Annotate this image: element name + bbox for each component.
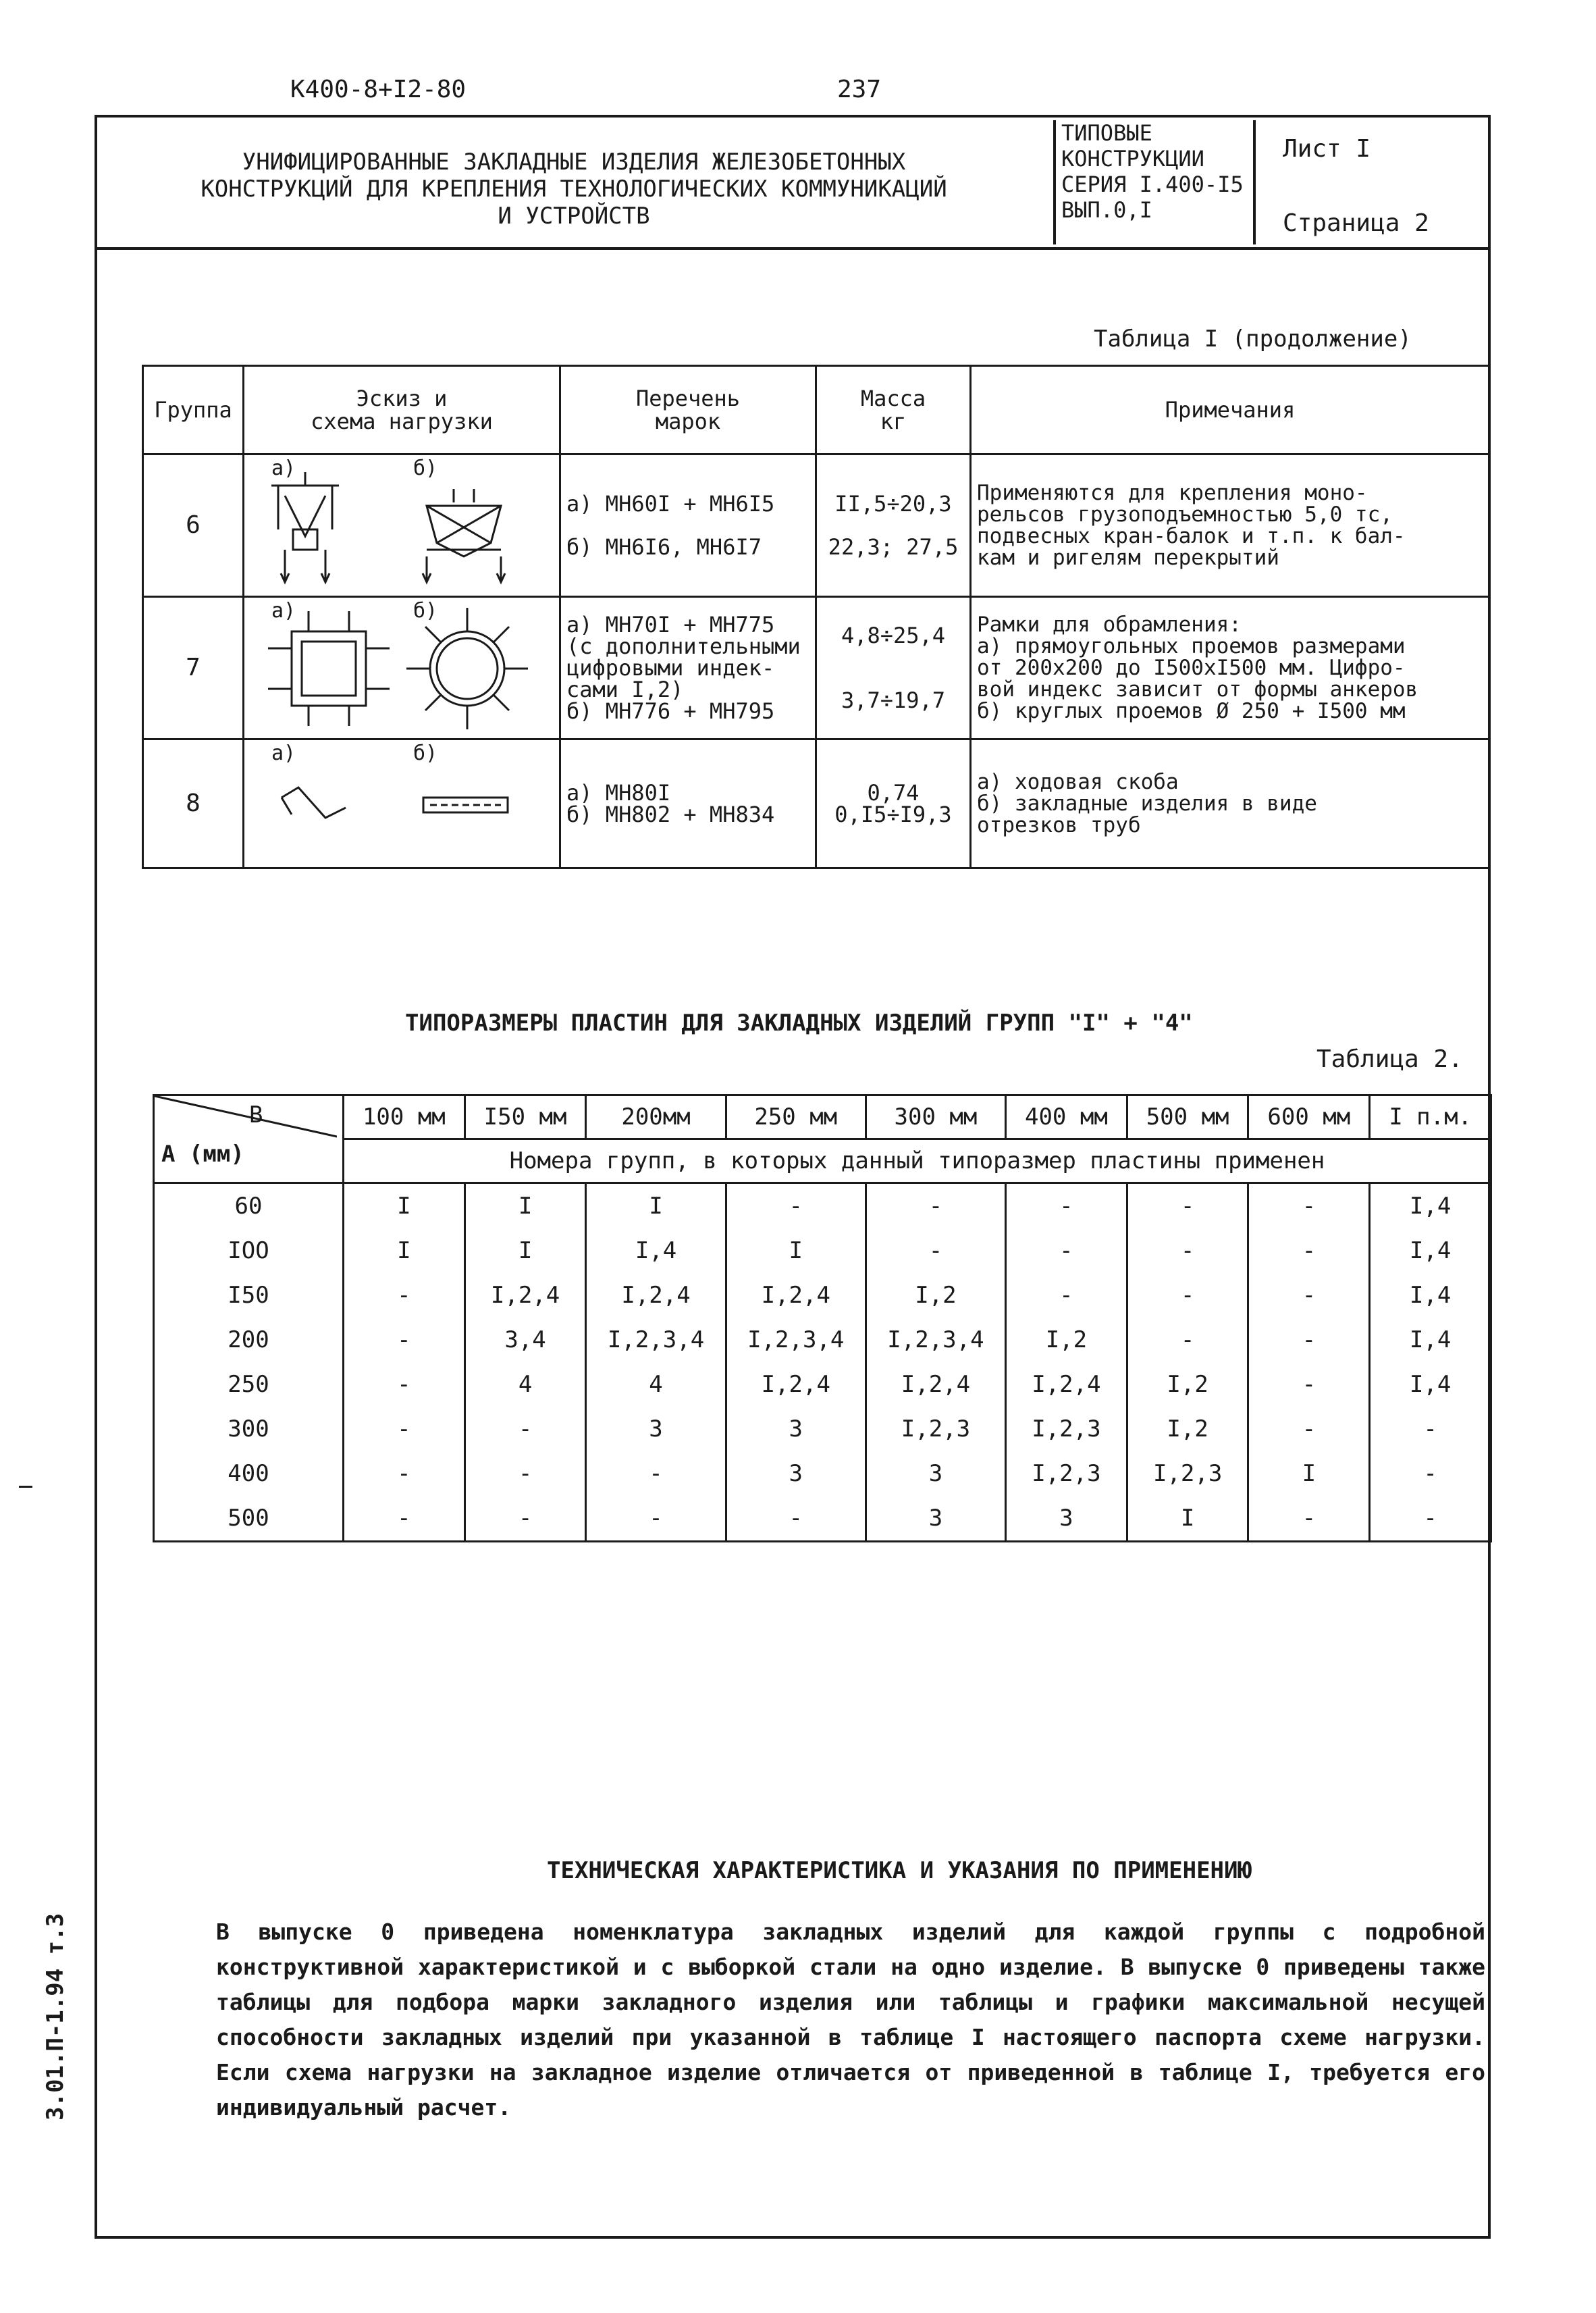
section-heading: ТЕХНИЧЕСКАЯ ХАРАКТЕРИСТИКА И УКАЗАНИЯ ПО ПРИМЕНЕНИЮ: [547, 1857, 1252, 1884]
sketch-label-a: а): [271, 742, 296, 765]
table-cell: -: [1248, 1228, 1370, 1273]
table-cell: -: [464, 1496, 586, 1542]
table-cell: I,2,4: [726, 1273, 866, 1318]
row-dimension-a: 60: [154, 1183, 344, 1229]
col-header: 500 мм: [1127, 1095, 1248, 1139]
marks-list: а) МН70I + МН775 (с дополнительными цифровыми индек- сами I,2) б) МН776 + МН795: [560, 597, 816, 739]
col-header: 400 мм: [1006, 1095, 1127, 1139]
table-cell: 3: [866, 1451, 1005, 1496]
table-cell: -: [344, 1318, 465, 1362]
document-title: УНИФИЦИРОВАННЫЕ ЗАКЛАДНЫЕ ИЗДЕЛИЯ ЖЕЛЕЗОБЕТОННЫХ КОНСТРУКЦИЙ ДЛЯ КРЕПЛЕНИЯ ТЕХНОЛОГИЧЕСКИХ КОММУНИКАЦИЙ И УСТРОЙСТВ: [201, 149, 947, 230]
table-row: [154, 1407, 1491, 1451]
sketch-label-b: б): [413, 742, 438, 765]
subheader: Номера групп, в которых данный типоразмер пластины применен: [344, 1139, 1491, 1183]
table2-subheader-row: [154, 1139, 1491, 1183]
table-cell: -: [344, 1451, 465, 1496]
table-cell: -: [586, 1451, 726, 1496]
table-cell: 3: [1006, 1496, 1127, 1542]
table-cell: 3,4: [464, 1318, 586, 1362]
table-cell: -: [1127, 1183, 1248, 1229]
group-number: 6: [143, 454, 244, 597]
col-header: 600 мм: [1248, 1095, 1370, 1139]
table-row: [154, 1318, 1491, 1362]
table-row: [154, 1273, 1491, 1318]
table-cell: I,2,3,4: [586, 1318, 726, 1362]
diagonal-line: [155, 1096, 337, 1183]
sketch-cell: [244, 454, 560, 597]
table-cell: -: [1248, 1318, 1370, 1362]
table-cell: I,4: [1370, 1183, 1491, 1229]
sketch-label-b: б): [413, 599, 438, 623]
sketch-cell: [244, 597, 560, 739]
table-cell: I,2,4: [726, 1362, 866, 1407]
table1: [142, 365, 1491, 869]
section-paragraph: В выпуске 0 приведена номенклатура закладных изделий для каждой группы с подробной конструктивной характеристикой и с выборкой стали на одно изделие. В выпуске 0 приведены также таблицы для подбора марки закладного изделия или таблицы и графики максимальной несущей способности закладных изделий при указанной в таблице I настоящего паспорта схеме нагрузки. Если схема нагрузки на закладное изделие отличается от приведенной в таблице I, требуется его индивидуальный расчет.: [216, 1919, 1485, 2121]
table1-caption: Таблица I (продолжение): [1094, 326, 1412, 353]
sketch-label-a: а): [271, 599, 296, 623]
mass-range: 0,74 0,I5÷I9,3: [816, 739, 971, 868]
marks-list: а) МН80I б) МН802 + МН834: [560, 739, 816, 868]
table-cell: I,2,3: [1006, 1407, 1127, 1451]
frame-anchor-sketch: [244, 598, 548, 733]
sketch-label-a: а): [271, 457, 296, 480]
row-dimension-a: 400: [154, 1451, 344, 1496]
table-cell: I: [464, 1183, 586, 1229]
side-stamp: 3.01.П-1.94 т.3: [42, 1913, 69, 2121]
page-label: Страница 2: [1283, 209, 1429, 237]
table-cell: -: [866, 1228, 1005, 1273]
ladder-rung-sketch: [244, 740, 548, 862]
table-cell: I,4: [586, 1228, 726, 1273]
table-row: [154, 1451, 1491, 1496]
table2-header-row: [154, 1095, 1491, 1139]
table2-caption: Таблица 2.: [1316, 1045, 1463, 1073]
row-note: Рамки для обрамления: а) прямоугольных проемов размерами от 200х200 до I500хI500 мм. Цифро- вой индекс зависит от формы анкеров б) круглых проемов Ø 250 + I500 мм: [971, 597, 1490, 739]
row-dimension-a: 500: [154, 1496, 344, 1542]
table-row: [143, 739, 1490, 868]
table2: [153, 1094, 1492, 1542]
table-cell: I,4: [1370, 1362, 1491, 1407]
table-cell: I: [586, 1183, 726, 1229]
table-cell: I: [726, 1228, 866, 1273]
table-cell: -: [464, 1451, 586, 1496]
table-cell: I,2,3: [1006, 1451, 1127, 1496]
table-cell: I,2,4: [1006, 1362, 1127, 1407]
table-row: [154, 1228, 1491, 1273]
table-cell: -: [1127, 1318, 1248, 1362]
table-cell: I,2,3: [866, 1407, 1005, 1451]
table-cell: I,2: [1006, 1318, 1127, 1362]
group-number: 8: [143, 739, 244, 868]
col-group: Группа: [143, 366, 244, 454]
table-row: [143, 597, 1490, 739]
table-cell: -: [1006, 1183, 1127, 1229]
table-cell: I,2,3,4: [726, 1318, 866, 1362]
col-marks: Перечень марок: [560, 366, 816, 454]
table-row: [154, 1362, 1491, 1407]
table-cell: I: [464, 1228, 586, 1273]
table-cell: -: [1248, 1496, 1370, 1542]
page-number: 237: [837, 76, 882, 103]
monorail-anchor-sketch: [244, 455, 548, 590]
table-cell: I: [344, 1228, 465, 1273]
table-cell: I,4: [1370, 1273, 1491, 1318]
table-cell: I: [1248, 1451, 1370, 1496]
table-cell: -: [344, 1496, 465, 1542]
table-cell: -: [1248, 1273, 1370, 1318]
table-cell: -: [344, 1273, 465, 1318]
row-dimension-a: 200: [154, 1318, 344, 1362]
table-cell: I,4: [1370, 1228, 1491, 1273]
corner-cell: [154, 1095, 344, 1183]
sheet-label: Лист I: [1283, 135, 1371, 163]
document-code: К400-8+I2-80: [290, 76, 467, 103]
table-row: [154, 1496, 1491, 1542]
row-dimension-a: IOO: [154, 1228, 344, 1273]
table-row: [154, 1183, 1491, 1229]
table-cell: 3: [726, 1407, 866, 1451]
table-row: [143, 454, 1490, 597]
row-dimension-a: I50: [154, 1273, 344, 1318]
mass-range: II,5÷20,3 22,3; 27,5: [816, 454, 971, 597]
col-header: 300 мм: [866, 1095, 1005, 1139]
table-cell: I,2: [1127, 1362, 1248, 1407]
col-notes: Примечания: [971, 366, 1490, 454]
table-cell: -: [1006, 1228, 1127, 1273]
table-cell: I: [344, 1183, 465, 1229]
table-cell: -: [1127, 1273, 1248, 1318]
col-header: 100 мм: [344, 1095, 465, 1139]
table-cell: -: [1006, 1273, 1127, 1318]
group-number: 7: [143, 597, 244, 739]
col-header: 200мм: [586, 1095, 726, 1139]
col-header: 250 мм: [726, 1095, 866, 1139]
table-cell: 3: [586, 1407, 726, 1451]
table-cell: I: [1127, 1496, 1248, 1542]
table-cell: -: [1248, 1362, 1370, 1407]
table2-heading: ТИПОРАЗМЕРЫ ПЛАСТИН ДЛЯ ЗАКЛАДНЫХ ИЗДЕЛИЙ ГРУПП "I" + "4": [405, 1010, 1193, 1037]
table-cell: -: [344, 1362, 465, 1407]
row-dimension-a: 300: [154, 1407, 344, 1451]
row-note: а) ходовая скоба б) закладные изделия в виде отрезков труб: [971, 739, 1490, 868]
table-cell: -: [1127, 1228, 1248, 1273]
table-cell: -: [1248, 1183, 1370, 1229]
table-cell: -: [1370, 1451, 1491, 1496]
table-cell: 4: [464, 1362, 586, 1407]
col-header: I п.м.: [1370, 1095, 1491, 1139]
table-cell: I,2,4: [586, 1273, 726, 1318]
table-cell: 4: [586, 1362, 726, 1407]
table-cell: -: [726, 1496, 866, 1542]
col-sketch: Эскиз и схема нагрузки: [244, 366, 560, 454]
table-cell: 3: [726, 1451, 866, 1496]
table-cell: I,4: [1370, 1318, 1491, 1362]
table-cell: -: [1370, 1407, 1491, 1451]
table-cell: I,2: [1127, 1407, 1248, 1451]
table-cell: -: [1248, 1407, 1370, 1451]
row-dimension-a: 250: [154, 1362, 344, 1407]
col-header: I50 мм: [464, 1095, 586, 1139]
table-cell: I,2,4: [866, 1362, 1005, 1407]
table-cell: -: [1370, 1496, 1491, 1542]
table-cell: -: [464, 1407, 586, 1451]
corner-a-label: А (мм): [161, 1141, 244, 1168]
row-note: Применяются для крепления моно- рельсов грузоподъемностью 5,0 тс, подвесных кран-балок и т.п. к бал- кам и ригелям перекрытий: [971, 454, 1490, 597]
table-cell: -: [866, 1183, 1005, 1229]
mass-range: 4,8÷25,4 3,7÷19,7: [816, 597, 971, 739]
col-mass: Масса кг: [816, 366, 971, 454]
margin-mark: [19, 1486, 32, 1488]
corner-b-label: В: [249, 1101, 263, 1128]
table1-header-row: [143, 366, 1490, 454]
series-info: ТИПОВЫЕ КОНСТРУКЦИИ СЕРИЯ I.400-I5 ВЫП.0,I: [1053, 120, 1256, 244]
table-cell: -: [586, 1496, 726, 1542]
table-cell: -: [344, 1407, 465, 1451]
table-cell: I,2: [866, 1273, 1005, 1318]
table-cell: I,2,4: [464, 1273, 586, 1318]
table-cell: I,2,3: [1127, 1451, 1248, 1496]
table-cell: -: [726, 1183, 866, 1229]
marks-list: а) МН60I + МН6I5 б) МН6I6, МН6I7: [560, 454, 816, 597]
table-cell: 3: [866, 1496, 1005, 1542]
sketch-cell: [244, 739, 560, 868]
table-cell: I,2,3,4: [866, 1318, 1005, 1362]
sketch-label-b: б): [413, 457, 438, 480]
